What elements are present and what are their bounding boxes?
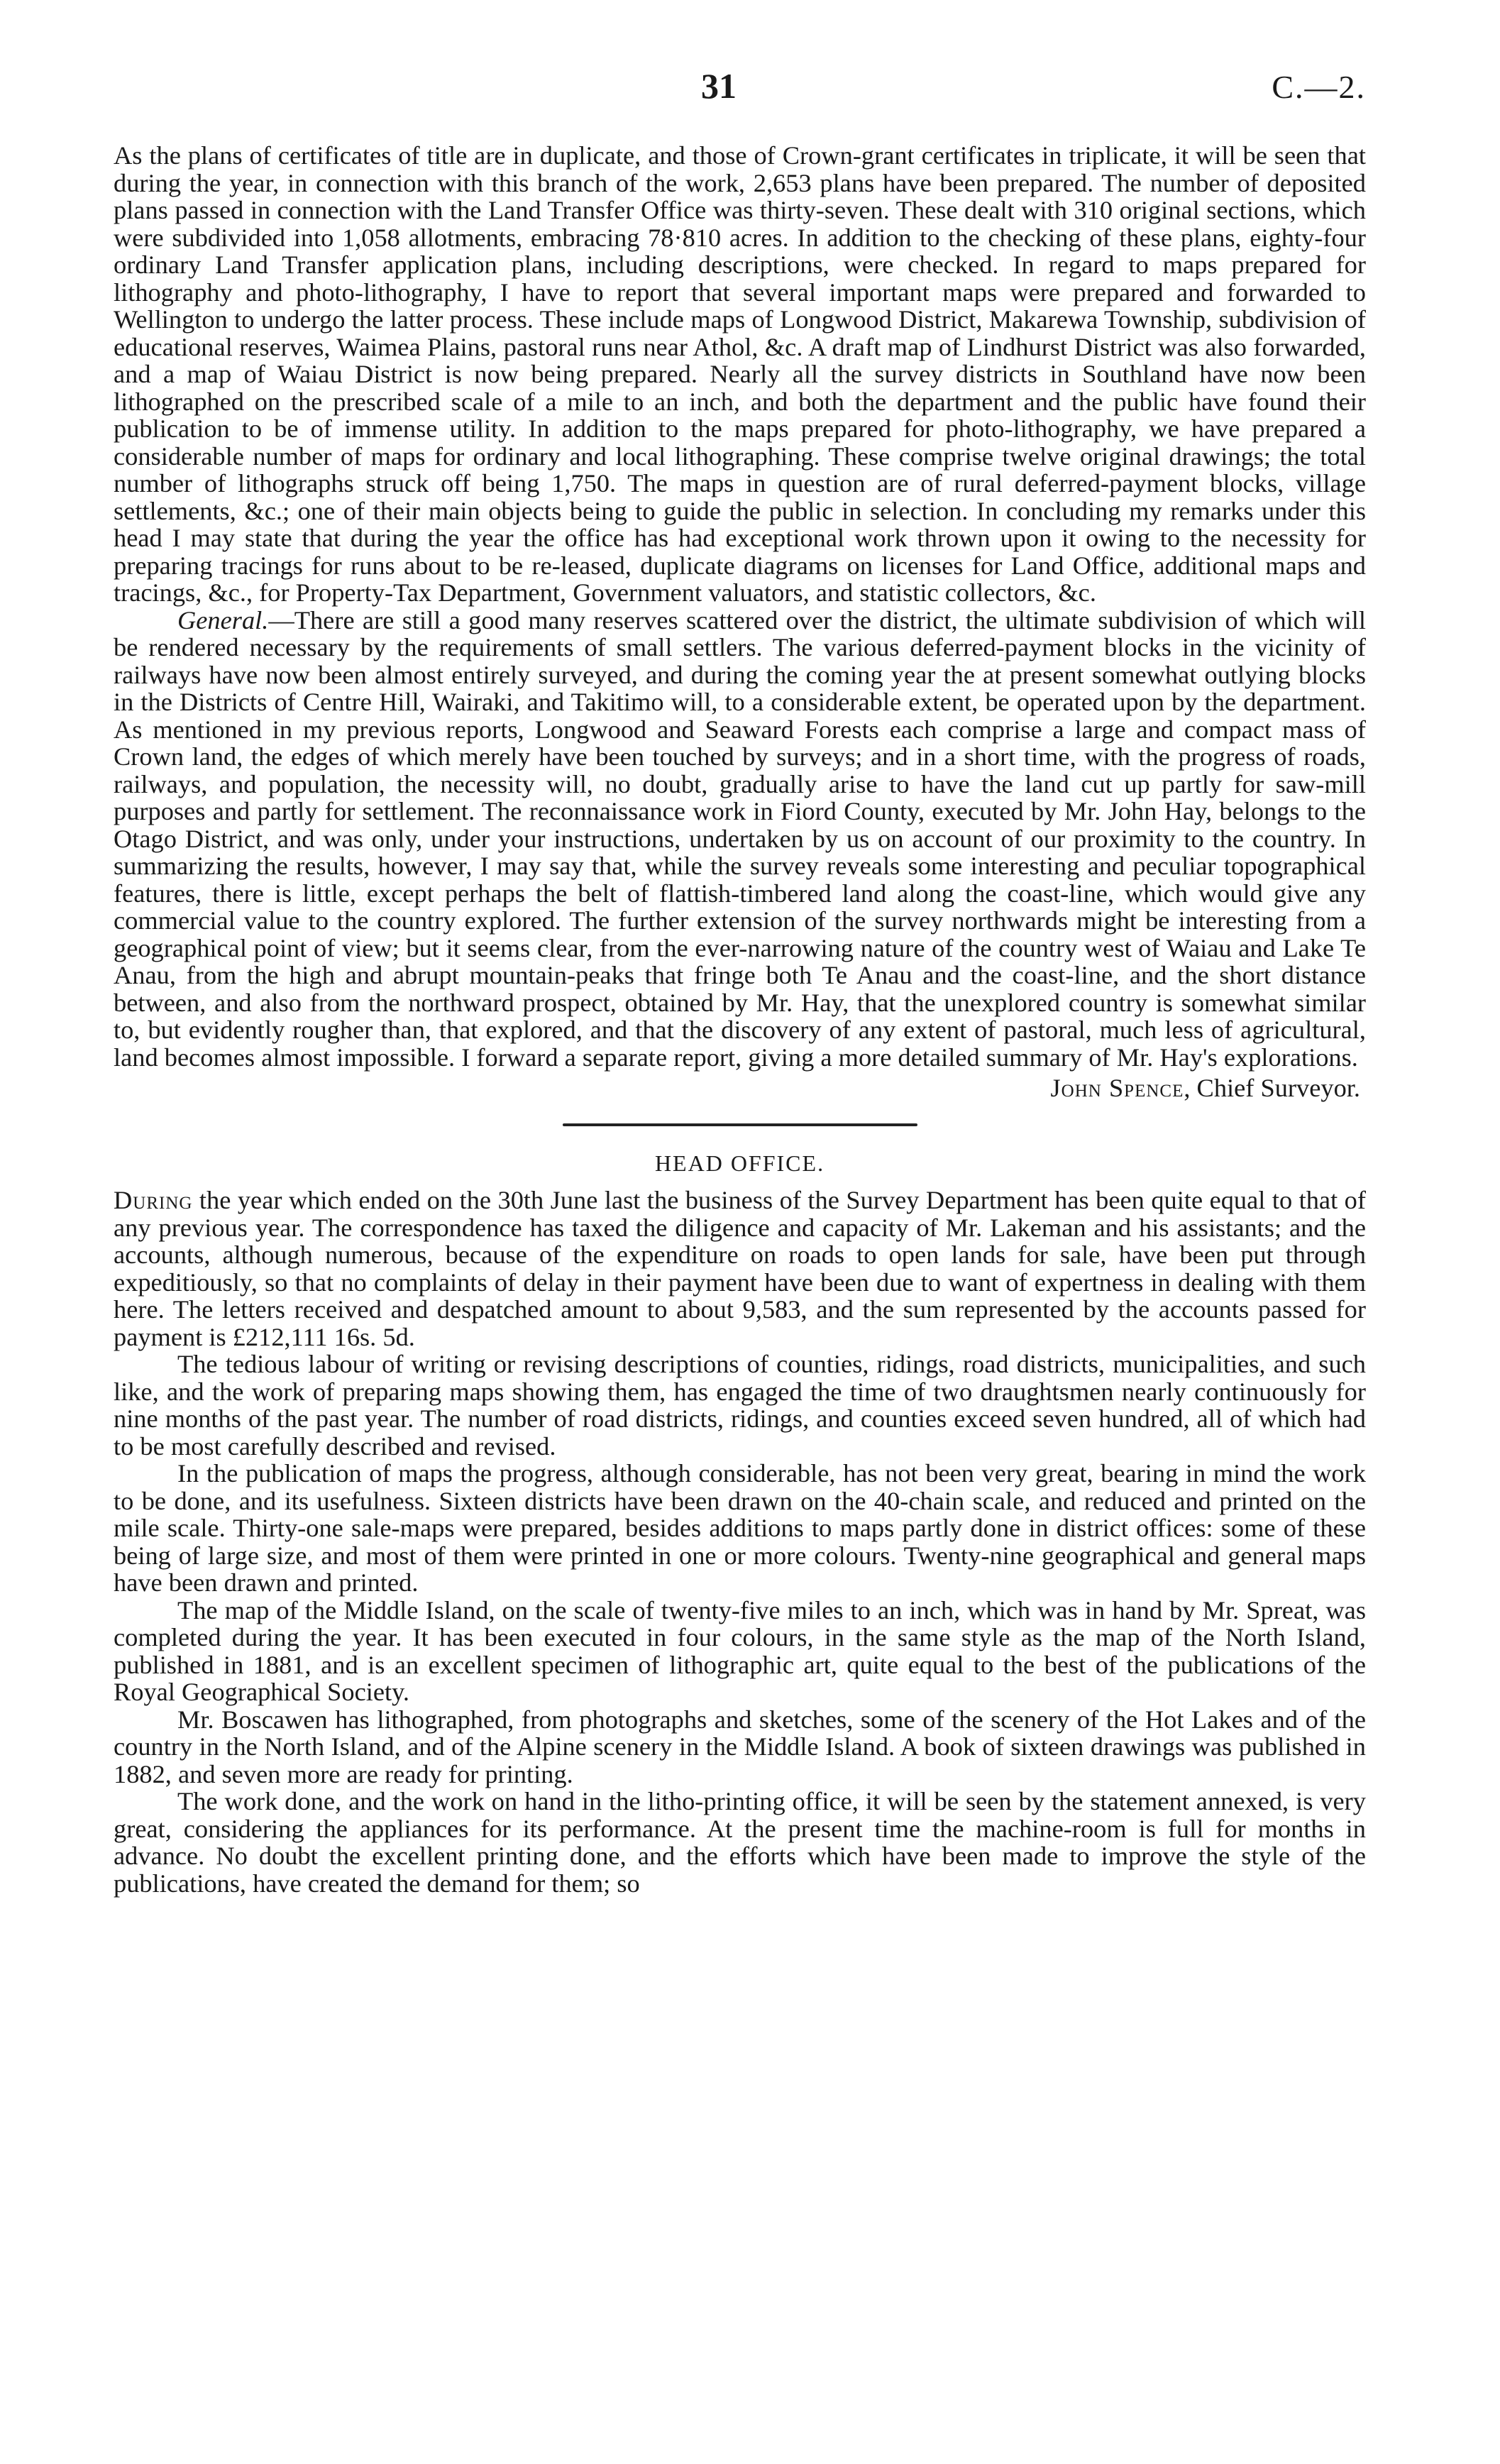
section-title: HEAD OFFICE. bbox=[654, 1150, 825, 1176]
general-heading: General. bbox=[177, 605, 269, 634]
paragraph-descriptions: The tedious labour of writing or revising descriptions of counties, ridings, road districts, municipalities, and such like, and the work of preparing maps showing them, has engaged the time of two draughtsmen nearly continuously for nine months of the past year. The number of road districts, ridings, and counties exceed seven hundred, all of which had to be most carefully described and revised. bbox=[114, 1350, 1366, 1461]
signature-name: John Spence bbox=[1050, 1074, 1184, 1102]
page-number: 31 bbox=[701, 66, 737, 106]
section-divider bbox=[563, 1123, 917, 1126]
southland-report-section bbox=[114, 142, 1366, 1102]
lead-word: During bbox=[114, 1186, 193, 1214]
page-header bbox=[114, 0, 1366, 142]
general-text: —There are still a good many reserves scattered over the district, the ultimate subdivision of which will be rendered necessary by the requirements of small settlers. The various deferred-payment blocks in the vicinity of railways have now been almost entirely surveyed, and during the coming year the at present somewhat outlying blocks in the Districts of Centre Hill, Wairaki, and Takitimo will, to a considerable extent, be operated upon by the department. As mentioned in my previous reports, Longwood and Seaward Forests each comprise a large and compact mass of Crown land, the edges of which merely have been touched by surveys; and in a short time, with the progress of roads, railways, and population, the necessity will, no doubt, gradually arise to have the land cut up partly for saw-mill purposes and partly for settlement. The reconnaissance work in Fiord County, executed by Mr. John Hay, belongs to the Otago District, and was only, under your instructions, undertaken by us on account of our proximity to the country. In summarizing the results, however, I may say that, while the survey reveals some interesting and peculiar topographical features, there is little, except perhaps the belt of flattish-timbered land along the coast-line, which would give any commercial value to the country explored. The further extension of the survey northwards might be interesting from a geographical point of view; but it seems clear, from the ever-narrowing nature of the country west of Waiau and Lake Te Anau, from the high and abrupt mountain-peaks that fringe both Te Anau and the coast-line, and the short distance between, and also from the northward prospect, obtained by Mr. Hay, that the unexplored country is somewhat similar to, but evidently rougher than, that explored, and that the discovery of any extent of pastoral, much less of agricultural, land becomes almost impossible. I forward a separate report, giving a more detailed summary of Mr. Hay's explorations. bbox=[114, 605, 1366, 1072]
paragraph-boscawen: Mr. Boscawen has lithographed, from photographs and sketches, some of the scenery of the Hot Lakes and of the country in the North Island, and of the Alpine scenery in the Middle Island. A book of sixteen drawings was published in 1882, and seven more are ready for printing. bbox=[114, 1705, 1366, 1788]
paragraph-publication: In the publication of maps the progress, although considerable, has not been very great, bearing in mind the work to be done, and its usefulness. Sixteen districts have been drawn on the 40-chain scale, and reduced and printed on the mile scale. Thirty-one sale-maps were prepared, besides additions to maps partly done in district offices: some of these being of large size, and most of them were printed in one or more colours. Twenty-nine geographical and general maps have been drawn and printed. bbox=[114, 1459, 1366, 1597]
document-page bbox=[114, 0, 1366, 1897]
signature-title: , Chief Surveyor. bbox=[1184, 1074, 1360, 1102]
document-reference: C.—2. bbox=[1272, 69, 1366, 105]
head-office-section bbox=[114, 1150, 1366, 1897]
paragraph-business bbox=[114, 1187, 1366, 1351]
paragraph-general bbox=[114, 607, 1366, 1072]
paragraph-middle-island-map: The map of the Middle Island, on the scale of twenty-five miles to an inch, which was in hand by Mr. Spreat, was completed during the year. It has been executed in four colours, in the same style as the map of the North Island, published in 1881, and is an excellent specimen of lithographic art, quite equal to the best of the publications of the Royal Geographical Society. bbox=[114, 1595, 1366, 1706]
paragraph-litho-printing: The work done, and the work on hand in the litho-printing office, it will be seen by the statement annexed, is very great, considering the appliances for its performance. At the present time the machine-room is full for months in advance. No doubt the excellent printing done, and the efforts which have been made to improve the style of the publications, have created the demand for them; so bbox=[114, 1787, 1366, 1898]
paragraph-maps-lithography: As the plans of certificates of title are in duplicate, and those of Crown-grant certificates in triplicate, it will be seen that during the year, in connection with this branch of the work, 2,653 plans have been prepared. The number of deposited plans passed in connection with the Land Transfer Office was thirty-seven. These dealt with 310 original sections, which were subdivided into 1,058 allotments, embracing 78·810 acres. In addition to the checking of these plans, eighty-four ordinary Land Transfer application plans, including descriptions, were checked. In regard to maps prepared for lithography and photo-lithography, I have to report that several important maps were prepared and forwarded to Wellington to undergo the latter process. These include maps of Longwood District, Makarewa Township, subdivision of educational reserves, Waimea Plains, pastoral runs near Athol, &c. A draft map of Lindhurst District was also forwarded, and a map of Waiau District is now being prepared. Nearly all the survey districts in Southland have now been lithographed on the prescribed scale of a mile to an inch, and both the department and the public have found their publication to be of immense utility. In addition to the maps prepared for photo-lithography, we have prepared a considerable number of maps for ordinary and local lithographing. These comprise twelve original drawings; the total number of lithographs struck off being 1,750. The maps in question are of rural deferred-payment blocks, village settlements, &c.; one of their main objects being to guide the public in selection. In concluding my remarks under this head I may state that during the year the office has had exceptional work thrown upon it owing to the necessity for preparing tracings for runs about to be re-leased, duplicate diagrams on licenses for Land Office, additional maps and tracings, &c., for Property-Tax Department, Government valuators, and statistic collectors, &c. bbox=[114, 141, 1366, 607]
signature bbox=[114, 1074, 1366, 1102]
paragraph-business-text: the year which ended on the 30th June last the business of the Survey Department has been quite equal to that of any previous year. The correspondence has taxed the diligence and capacity of Mr. Lakeman and his assistants; and the accounts, although numerous, because of the expenditure on roads to open lands for sale, have been put through expeditiously, so that no complaints of delay in their payment have been due to want of expertness in dealing with them here. The letters received and despatched amount to about 9,583, and the sum represented by the accounts passed for payment is £212,111 16s. 5d. bbox=[114, 1186, 1366, 1351]
